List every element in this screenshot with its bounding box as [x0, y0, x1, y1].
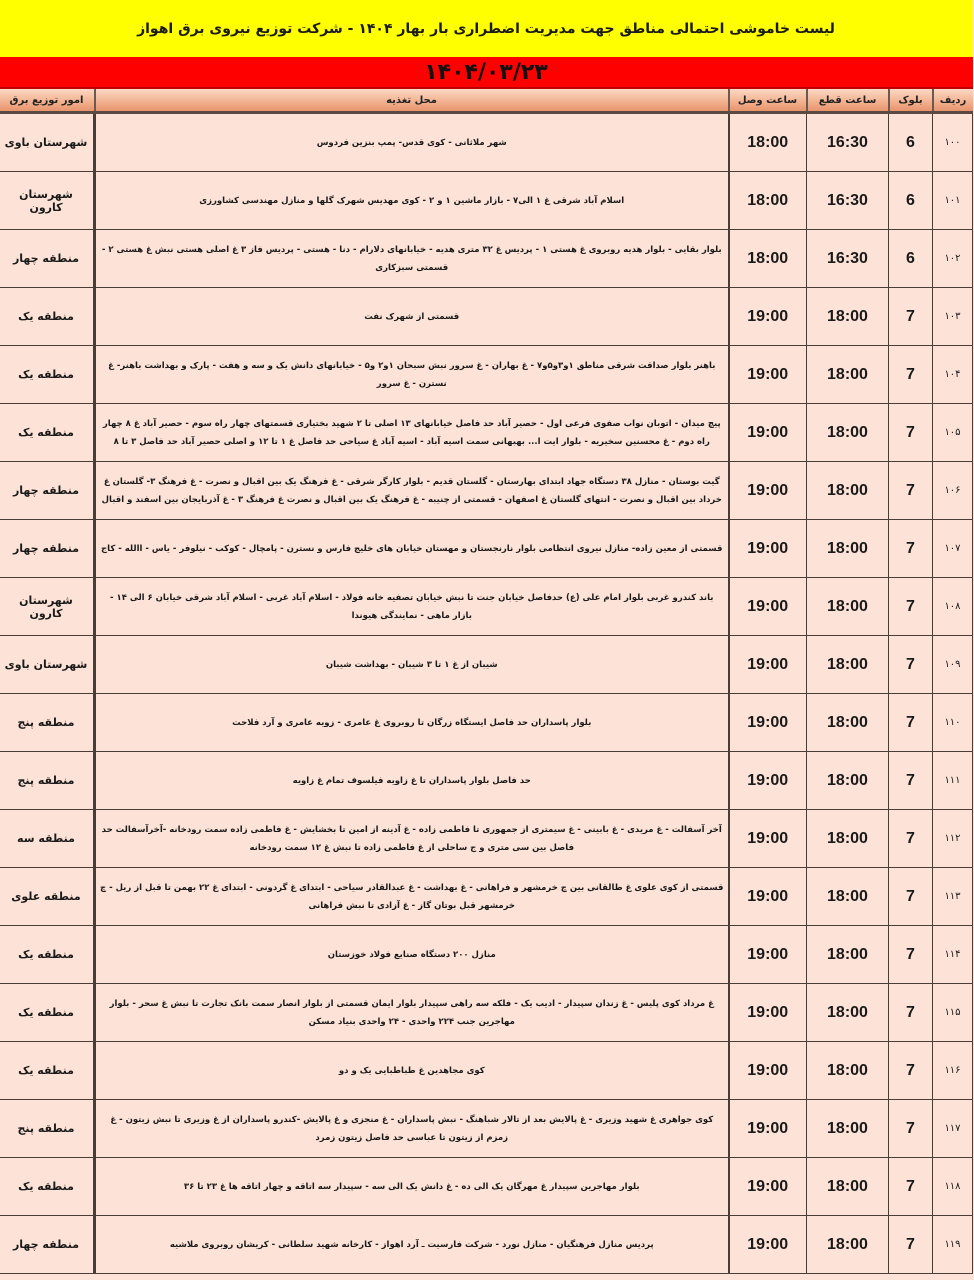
connect-time-cell: 19:00 [730, 520, 808, 578]
cut-time-cell: 16:30 [808, 230, 890, 288]
cut-time-cell: 18:00 [808, 984, 890, 1042]
cut-time-cell: 18:00 [808, 1042, 890, 1100]
connect-time-cell: 18:00 [730, 230, 808, 288]
row-number-cell: ۱۰۵ [934, 404, 974, 462]
table-body [0, 113, 974, 1274]
date-text: ۱۴۰۴/۰۳/۲۳ [425, 59, 549, 85]
table-row [0, 868, 974, 926]
block-cell: 7 [890, 1158, 934, 1216]
location-cell: باهنر بلوار صداقت شرقی مناطق ۱و۳و۵و۷ - غ بهاران - غ سرور نبش سبحان ۱و۲ و۵ - خیابانهای دانش یک و سه و هفت - پارک و بهداشت باهنر- غ نسترن - غ سرور [96, 346, 730, 404]
table-row [0, 1100, 974, 1158]
connect-time-cell: 19:00 [730, 926, 808, 984]
row-number-cell: ۱۰۰ [934, 113, 974, 172]
location-cell: حد فاصل بلوار پاسداران تا غ زاویه فیلسوف تمام غ زاویه [96, 752, 730, 810]
connect-time-cell: 19:00 [730, 868, 808, 926]
cut-time-cell: 18:00 [808, 1158, 890, 1216]
location-cell: منازل ۲۰۰ دستگاه صنایع فولاد خوزستان [96, 926, 730, 984]
connect-time-cell: 19:00 [730, 1042, 808, 1100]
connect-time-cell: 19:00 [730, 1216, 808, 1274]
district-cell: منطقه چهار [0, 1216, 96, 1274]
connect-time-cell: 19:00 [730, 984, 808, 1042]
table-row [0, 346, 974, 404]
table-row [0, 1158, 974, 1216]
cut-time-cell: 18:00 [808, 462, 890, 520]
block-cell: 7 [890, 1216, 934, 1274]
cut-time-cell: 18:00 [808, 636, 890, 694]
district-cell: منطقه یک [0, 1042, 96, 1100]
connect-time-cell: 19:00 [730, 1158, 808, 1216]
connect-time-cell: 19:00 [730, 462, 808, 520]
district-cell: منطقه سه [0, 810, 96, 868]
table-row [0, 113, 974, 172]
connect-time-cell: 19:00 [730, 810, 808, 868]
connect-time-cell: 19:00 [730, 1100, 808, 1158]
district-cell: شهرستان کارون [0, 172, 96, 230]
cut-time-cell: 16:30 [808, 113, 890, 172]
row-number-cell: ۱۱۸ [934, 1158, 974, 1216]
block-cell: 6 [890, 113, 934, 172]
district-cell: منطقه یک [0, 984, 96, 1042]
district-cell: منطقه چهار [0, 230, 96, 288]
location-cell: بلوار پاسداران حد فاصل ایستگاه زرگان تا روبروی غ عامری - زویه عامری و آرد فلاحت [96, 694, 730, 752]
cut-time-cell: 18:00 [808, 578, 890, 636]
table-row [0, 462, 974, 520]
row-number-cell: ۱۱۴ [934, 926, 974, 984]
district-cell: شهرستان باوی [0, 636, 96, 694]
location-cell: کوی جواهری غ شهید وزیری - غ پالایش بعد از تالار شباهنگ - نبش پاسداران - غ منجزی و غ پالایش -کندرو پاسداران از غ وزیری تا نبش زیتون - غ زمزم از زیتون تا عباسی حد فاصل زیتون زمرد [96, 1100, 730, 1158]
row-number-cell: ۱۱۰ [934, 694, 974, 752]
location-cell: شهر ملاثانی - کوی قدس- پمپ بنزین فردوس [96, 113, 730, 172]
cut-time-cell: 18:00 [808, 752, 890, 810]
block-cell: 7 [890, 694, 934, 752]
cut-time-cell: 18:00 [808, 288, 890, 346]
block-cell: 7 [890, 288, 934, 346]
table-row [0, 1042, 974, 1100]
table-row [0, 694, 974, 752]
block-cell: 7 [890, 1100, 934, 1158]
location-cell: بلوار بقایی - بلوار هدیه روبروی غ هستی ۱ - پردیس غ ۳۲ متری هدیه - خیابانهای دلارام - دنا - هستی - پردیس فاز ۳ غ اصلی هستی نبش غ هستی ۲ - قسمتی سبزکاری [96, 230, 730, 288]
block-cell: 7 [890, 810, 934, 868]
col-header-block: بلوک [890, 89, 934, 113]
district-cell: منطقه یک [0, 346, 96, 404]
date-banner [0, 57, 974, 89]
location-cell: پردیس منازل فرهنگیان - منازل نورد - شرکت فارسیت ـ آرد اهواز - کارخانه شهید سلطانی - کریشان روبروی ملاشیه [96, 1216, 730, 1274]
cut-time-cell: 18:00 [808, 1216, 890, 1274]
table-row [0, 404, 974, 462]
row-number-cell: ۱۰۱ [934, 172, 974, 230]
col-header-cut-time: ساعت قطع [808, 89, 890, 113]
block-cell: 7 [890, 868, 934, 926]
col-header-district: امور توزیع برق [0, 89, 96, 113]
district-cell: منطقه چهار [0, 462, 96, 520]
table-row [0, 230, 974, 288]
row-number-cell: ۱۰۹ [934, 636, 974, 694]
page-title [0, 0, 974, 57]
outage-schedule-table [0, 89, 974, 1274]
col-header-connect-time: ساعت وصل [730, 89, 808, 113]
location-cell: اسلام آباد شرقی غ ۱ الی۷ - بازار ماشین ۱ و ۲ - کوی مهدیس شهرک گلها و منازل مهندسی کشاورزی [96, 172, 730, 230]
row-number-cell: ۱۱۵ [934, 984, 974, 1042]
row-number-cell: ۱۱۷ [934, 1100, 974, 1158]
block-cell: 7 [890, 520, 934, 578]
location-cell: آخر آسفالت - غ مریدی - غ بابینی - غ سیمتری از جمهوری تا فاطمی زاده - غ آدینه از امین تا بخشایش - غ فاطمی زاده سمت رودخانه -آخرآسفالت حد فاصل بین سی متری و ج ساحلی از غ فاطمی زاده تا نبش غ ۱۲ سمت رودخانه [96, 810, 730, 868]
row-number-cell: ۱۱۶ [934, 1042, 974, 1100]
district-cell: شهرستان کارون [0, 578, 96, 636]
connect-time-cell: 19:00 [730, 694, 808, 752]
connect-time-cell: 19:00 [730, 404, 808, 462]
block-cell: 7 [890, 1042, 934, 1100]
table-row [0, 288, 974, 346]
location-cell: شیبان از غ ۱ تا ۳ شیبان - بهداشت شیبان [96, 636, 730, 694]
cut-time-cell: 18:00 [808, 926, 890, 984]
row-number-cell: ۱۱۱ [934, 752, 974, 810]
table-row [0, 636, 974, 694]
block-cell: 7 [890, 984, 934, 1042]
block-cell: 6 [890, 230, 934, 288]
location-cell: قسمتی از کوی علوی غ طالقانی بین چ خرمشهر و فراهانی - غ بهداشت - غ عبدالقادر سیاحی - ابتدای غ گردونی - ابتدای غ ۲۲ بهمن تا قبل از ریل - چ خرمشهر قبل بوتان گاز - غ آزادی تا نبش فراهانی [96, 868, 730, 926]
location-cell: گیت بوستان - منازل ۳۸ دستگاه جهاد ابتدای بهارستان - گلستان قدیم - بلوار کارگر شرقی - غ فرهنگ یک بین اقبال و نصرت - غ فرهنگ ۳- گلستان غ خرداد بین اقبال و نصرت - انتهای گلستان غ اصفهان - قسمتی از چنیبه - غ فرهنگ یک بین اقبال و نصرت غ فرهنگ ۳ - غ آذربایجان بین اسفند و اقبال [96, 462, 730, 520]
table-header-row [0, 89, 974, 113]
block-cell: 7 [890, 636, 934, 694]
block-cell: 7 [890, 578, 934, 636]
row-number-cell: ۱۰۶ [934, 462, 974, 520]
district-cell: منطقه چهار [0, 520, 96, 578]
table-row [0, 752, 974, 810]
block-cell: 7 [890, 752, 934, 810]
district-cell: منطقه یک [0, 288, 96, 346]
row-number-cell: ۱۰۸ [934, 578, 974, 636]
cut-time-cell: 16:30 [808, 172, 890, 230]
cut-time-cell: 18:00 [808, 1100, 890, 1158]
location-cell: بلوار مهاجرین سپیدار غ مهرگان یک الی ده - غ دانش یک الی سه - سپیدار سه اتاقه و چهار اتاقه ها غ ۲۳ تا ۳۶ [96, 1158, 730, 1216]
location-cell: باند کندرو غربی بلوار امام علی (ع) حدفاصل خیابان جنت تا نبش خیابان تصفیه خانه فولاد - اسلام آباد غربی - اسلام آباد شرقی خیابان ۶ الی ۱۴ - بازار ماهی - نمایندگی هیوندا [96, 578, 730, 636]
location-cell: قسمتی از معین زاده- منازل نیروی انتظامی بلوار نارنجستان و مهستان خیابان های خلیج فارس و نسترن - پامچال - کوکب - نیلوفر - یاس - االله - کاج [96, 520, 730, 578]
table-row [0, 520, 974, 578]
title-text: لیست خاموشی احتمالی مناطق جهت مدیریت اضطراری بار بهار ۱۴۰۴ - شرکت توزیع نیروی برق اهواز [138, 20, 836, 37]
row-number-cell: ۱۰۷ [934, 520, 974, 578]
district-cell: منطقه یک [0, 926, 96, 984]
cut-time-cell: 18:00 [808, 404, 890, 462]
connect-time-cell: 19:00 [730, 288, 808, 346]
location-cell: پیچ میدان - اتوبان نواب صفوی فرعی اول - حصیر آباد حد فاصل خیابانهای ۱۳ اصلی تا ۲ شهید بختیاری قسمتهای چهار راه سوم - حصیر آباد غ ۸ چهار راه دوم - غ محسنین سخیریه - بلوار ایت ا... بهبهانی سمت اسیه آباد - اسیه آباد غ سیاحی حد فاصل غ ۱ تا ۱۲ و اصلی حصیر آباد حد فاصل ۳ تا ۸ [96, 404, 730, 462]
block-cell: 7 [890, 346, 934, 404]
connect-time-cell: 19:00 [730, 636, 808, 694]
col-header-row-number: ردیف [934, 89, 974, 113]
connect-time-cell: 19:00 [730, 346, 808, 404]
table-row [0, 172, 974, 230]
table-row [0, 810, 974, 868]
cut-time-cell: 18:00 [808, 520, 890, 578]
table-row [0, 984, 974, 1042]
block-cell: 7 [890, 404, 934, 462]
district-cell: منطقه پنج [0, 1100, 96, 1158]
block-cell: 6 [890, 172, 934, 230]
row-number-cell: ۱۱۳ [934, 868, 974, 926]
location-cell: کوی مجاهدین غ طباطبایی یک و دو [96, 1042, 730, 1100]
table-row [0, 926, 974, 984]
location-cell: قسمتی از شهرک نفت [96, 288, 730, 346]
connect-time-cell: 18:00 [730, 172, 808, 230]
row-number-cell: ۱۰۲ [934, 230, 974, 288]
block-cell: 7 [890, 926, 934, 984]
district-cell: منطقه یک [0, 1158, 96, 1216]
col-header-location: محل تغذیه [96, 89, 730, 113]
cut-time-cell: 18:00 [808, 694, 890, 752]
connect-time-cell: 18:00 [730, 113, 808, 172]
district-cell: منطقه یک [0, 404, 96, 462]
location-cell: غ مرداد کوی پلیس - غ زندان سپیدار - ادیب یک - فلکه سه راهی سپیدار بلوار ایمان قسمتی از بلوار انصار سمت بانک تجارت تا نبش غ سحر - بلوار مهاجرین جنب ۲۲۴ واحدی - ۲۴ واحدی بنیاد مسکن [96, 984, 730, 1042]
district-cell: منطقه پنج [0, 694, 96, 752]
connect-time-cell: 19:00 [730, 752, 808, 810]
cut-time-cell: 18:00 [808, 346, 890, 404]
district-cell: منطقه پنج [0, 752, 96, 810]
row-number-cell: ۱۰۴ [934, 346, 974, 404]
block-cell: 7 [890, 462, 934, 520]
cut-time-cell: 18:00 [808, 868, 890, 926]
district-cell: شهرستان باوی [0, 113, 96, 172]
table-row [0, 1216, 974, 1274]
row-number-cell: ۱۱۹ [934, 1216, 974, 1274]
row-number-cell: ۱۰۳ [934, 288, 974, 346]
row-number-cell: ۱۱۲ [934, 810, 974, 868]
connect-time-cell: 19:00 [730, 578, 808, 636]
district-cell: منطقه علوی [0, 868, 96, 926]
table-row [0, 578, 974, 636]
cut-time-cell: 18:00 [808, 810, 890, 868]
